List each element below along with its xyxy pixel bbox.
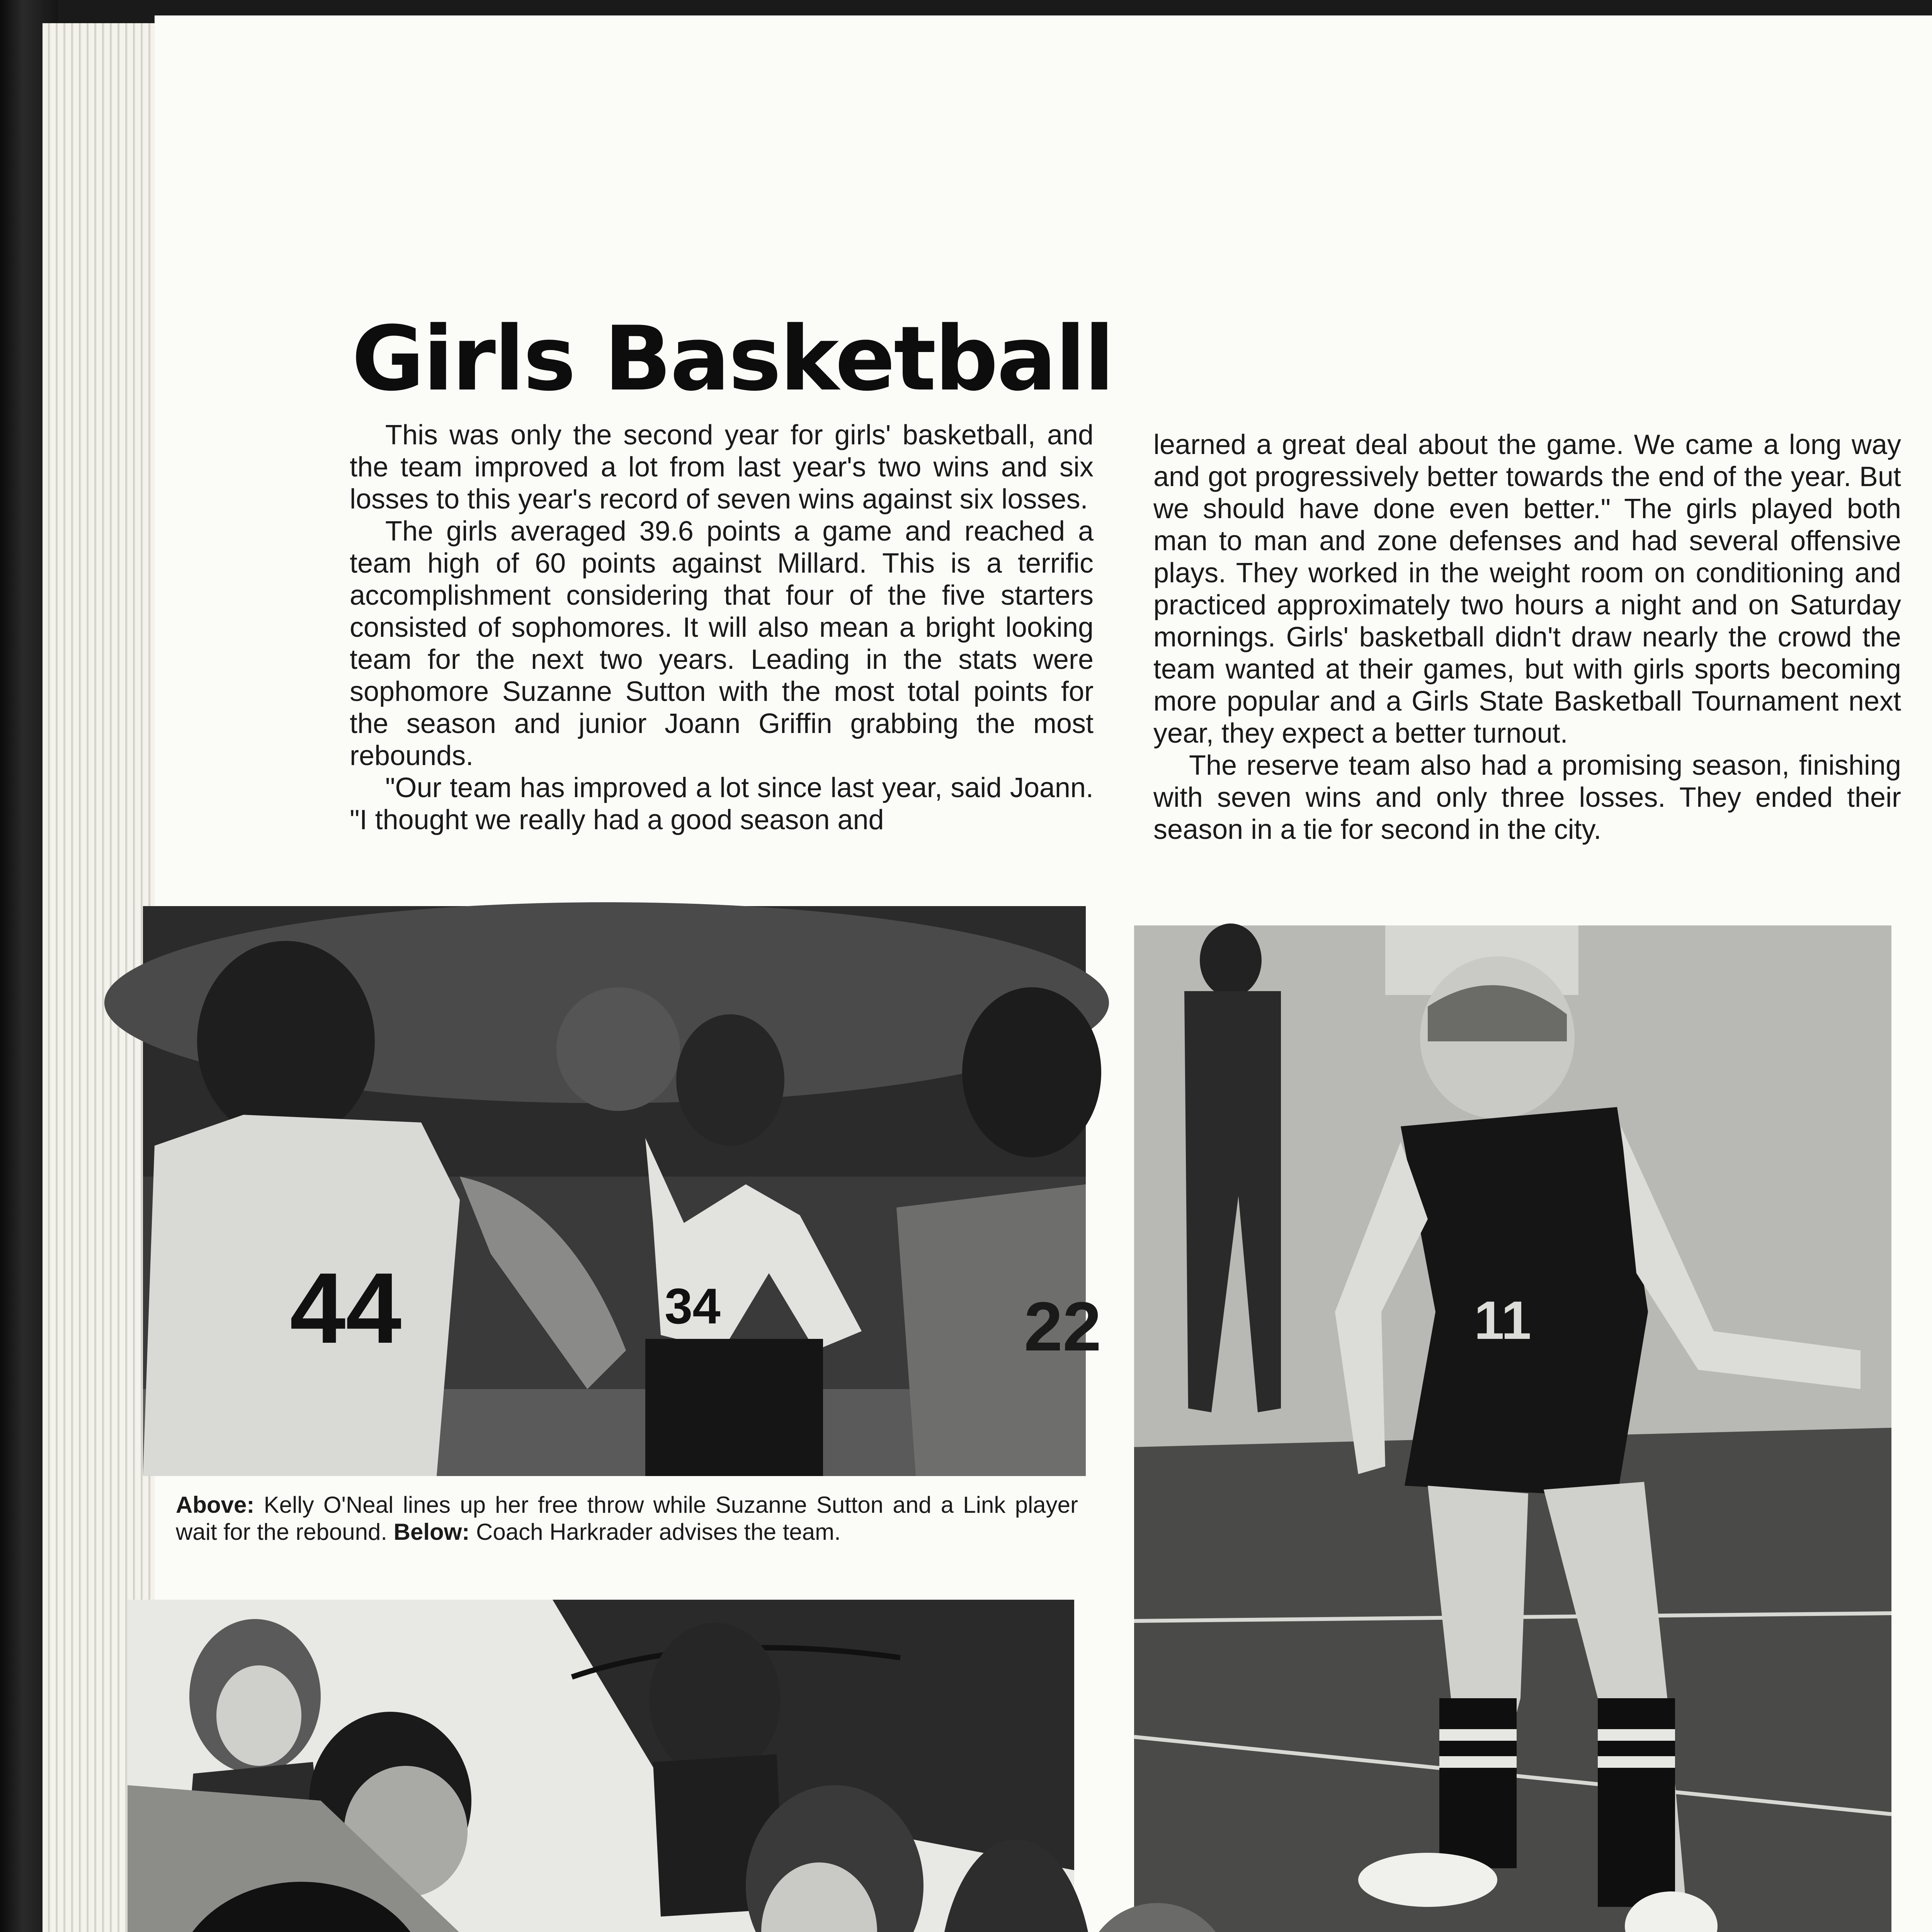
caption-text: Kelly O'Neal lines up her free throw while Suzanne Sutton and a Link player wait for the rebound. <box>176 1492 1078 1545</box>
article-title: Girls Basketball <box>352 308 1113 411</box>
paragraph: This was only the second year for girls' basketball, and the team improved a lot from last year's two wins and six losses to this year's record of seven wins against six losses. <box>350 420 1094 515</box>
paragraph: "Our team has improved a lot since last year, said Joann. "I thought we really had a good season and <box>350 772 1094 835</box>
jersey-number: 44 <box>290 1252 402 1364</box>
caption-label: Below: <box>393 1519 470 1545</box>
photo-pam-vanneste <box>1134 925 1891 1932</box>
article-column-right <box>1153 429 1901 873</box>
jersey-number: 22 <box>1024 1288 1102 1366</box>
caption-text: Coach Harkrader advises the team. <box>469 1519 841 1545</box>
caption-label: Above: <box>176 1492 255 1518</box>
photo-coach-huddle <box>128 1600 1074 1932</box>
jersey-number: 34 <box>665 1278 721 1334</box>
paragraph: The girls averaged 39.6 points a game and reached a team high of 60 points against Millard. This is a terrific accomplishment considering that four of the five starters consisted of sophomores. It will also mean a bright looking team for the next two years. Leading in the stats were sophomore Suzanne Sutton with the most total points for the season and junior Joann Griffin grabbing the most rebounds. <box>350 516 1094 771</box>
jersey-number: 11 <box>1474 1290 1531 1350</box>
caption-above-below <box>176 1492 1078 1577</box>
paragraph: The reserve team also had a promising season, finishing with seven wins and only three losses. They ended their season in a tie for second in the city. <box>1153 750 1901 845</box>
paragraph: learned a great deal about the game. We came a long way and got progressively better towards the end of the year. But we should have done even better." The girls played both man to man and zone defenses and had several offensive plays. They worked in the weight room on conditioning and practiced approximately two hours a night and on Saturday mornings. Girls' basketball didn't draw nearly the crowd the team wanted at their games, but with girls sports becoming more popular and a Girls State Basketball Tournament next year, they expect a better turnout. <box>1153 429 1901 749</box>
article-column-left <box>350 419 1094 864</box>
photo-free-throw <box>143 906 1102 1476</box>
